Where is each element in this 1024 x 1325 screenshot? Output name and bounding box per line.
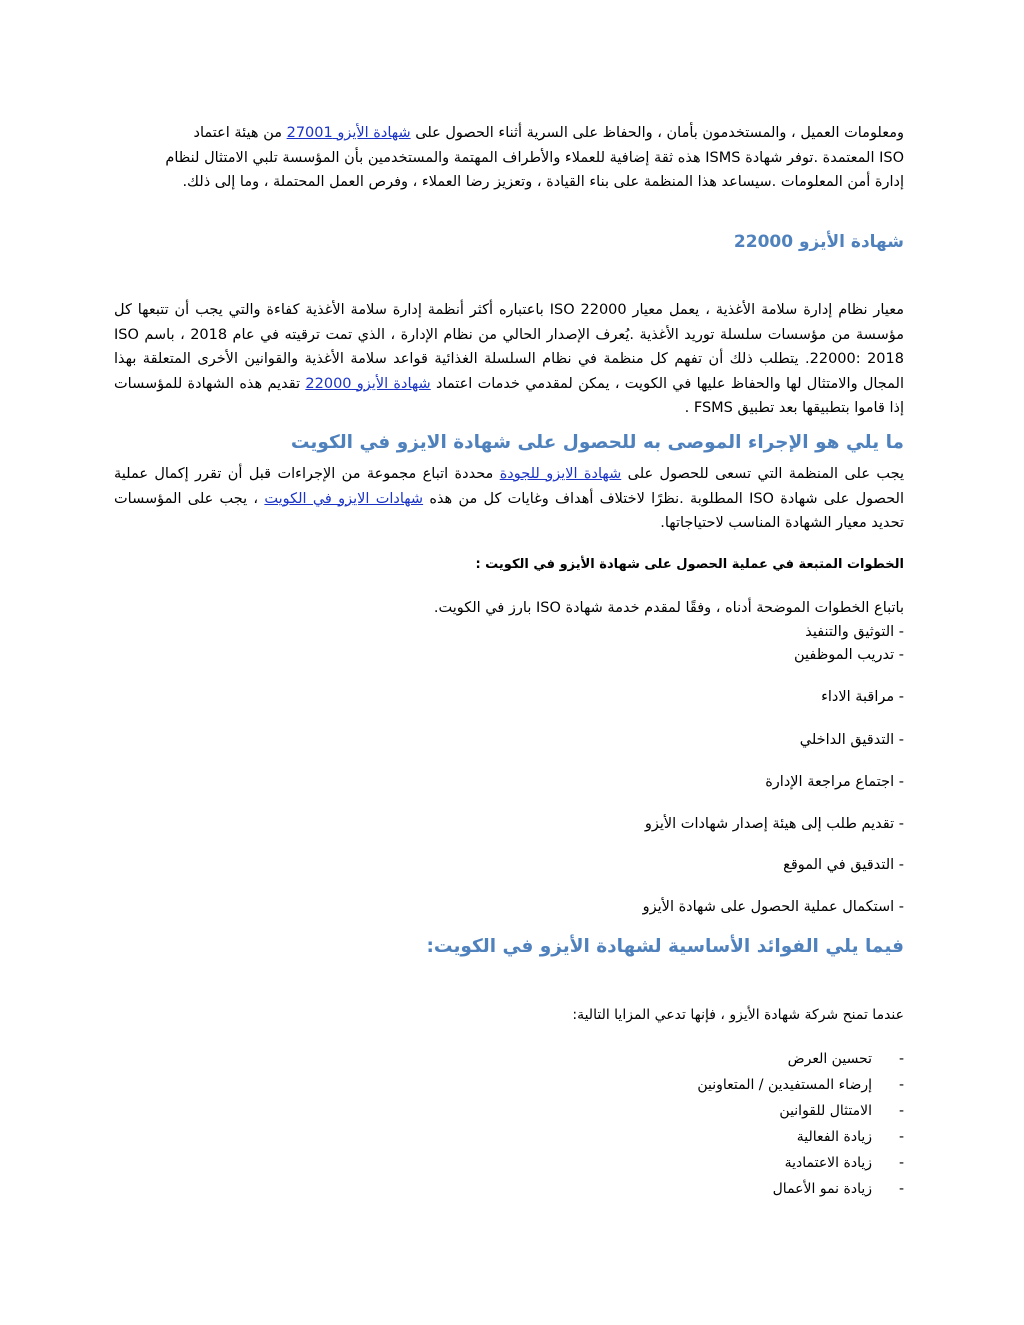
steps-intro: باتباع الخطوات الموضحة أدناه ، وفقًا لمقدم خدمة شهادة ISO بارز في الكويت.: [433, 600, 904, 616]
list-item: -زيادة الفعالية: [697, 1124, 904, 1150]
iso-22000-heading: شهادة الأيزو 22000: [733, 232, 904, 252]
dash-bullet: -: [898, 1129, 904, 1145]
step-item: - تقديم طلب إلى هيئة إصدار شهادات الأيزو: [644, 816, 904, 832]
list-item: -زيادة نمو الأعمال: [697, 1176, 904, 1202]
dash-bullet: -: [898, 1051, 904, 1067]
dash-bullet: -: [898, 1077, 904, 1093]
benefits-intro: عندما تمنح شركة شهادة الأيزو ، فإنها تدعي المزايا التالية:: [572, 1007, 904, 1023]
iso-kuwait-link[interactable]: شهادات الايزو في الكويت: [264, 490, 424, 507]
intro-paragraph: [114, 121, 904, 195]
dash-bullet: -: [898, 1155, 904, 1171]
steps-heading: الخطوات المتبعة في عملية الحصول على شهادة الأيزو في الكويت :: [475, 557, 904, 572]
benefits-heading: فيما يلي الفوائد الأساسية لشهادة الأيزو في الكويت:: [426, 936, 904, 957]
dash-bullet: -: [898, 1181, 904, 1197]
iso-27001-link[interactable]: شهادة الأيزو 27001: [286, 125, 411, 141]
iso-22000-link[interactable]: شهادة الأيزو 22000: [305, 375, 431, 392]
benefits-list: [697, 1046, 904, 1202]
iso-22000-paragraph: معيار نظام إدارة سلامة الأغذية ، يعمل معيار ISO 22000 باعتباره أكثر أنظمة إدارة سلامة الأغذية كفاءة والتي يجب أن تتبعها كل مؤسسة من مؤسسات سلسلة توريد الأغذية .يُعرف الإصدار الحالي من نظام الإدارة ، الذي تمت ترقيته في عام 2018 ، باسم ISO 22000: 2018. يتطلب ذلك أن تفهم كل منظمة في نظام السلسلة الغذائية قواعد سلامة الأغذية والقوانين الأخرى المتعلقة بهذا المجال والامتثال لها والحفاظ عليها في الكويت ، يمكن لمقدمي خدمات اعتماد شهادة الأيزو 22000 تقديم هذه الشهادة للمؤسسات إذا قاموا بتطبيقها بعد تطبيق FSMS .: [114, 302, 904, 416]
list-item: -تحسين العرض: [697, 1046, 904, 1072]
intro-line-1: ومعلومات العميل ، والمستخدمون بأمان ، والحفاظ على السرية أثناء الحصول على شهادة الأيزو 27001 من هيئة اعتماد: [193, 125, 904, 141]
list-item: -إرضاء المستفيدين / المتعاونين: [697, 1072, 904, 1098]
step-item: - استكمال عملية الحصول على شهادة الأيزو: [642, 899, 904, 915]
step-item: - اجتماع مراجعة الإدارة: [765, 774, 904, 790]
procedure-heading: ما يلي هو الإجراء الموصى به للحصول على شهادة الايزو في الكويت: [290, 432, 904, 453]
list-item: -زيادة الاعتمادية: [697, 1150, 904, 1176]
dash-bullet: -: [898, 1103, 904, 1119]
step-item: - تدريب الموظفين: [794, 647, 904, 663]
procedure-paragraph: يجب على المنظمة التي تسعى للحصول على شهادة الايزو للجودة محددة اتباع مجموعة من الإجراءات قبل أن تقرر إكمال عملية الحصول على شهادة ISO المطلوبة .نظرًا لاختلاف أهداف وغايات كل من هذه شهادات الايزو في الكويت ، يجب على المؤسسات تحديد معيار الشهادة المناسب لاحتياجاتها.: [114, 466, 905, 531]
intro-line-3: إدارة أمن المعلومات .سيساعد هذا المنظمة على بناء القيادة ، وتعزيز رضا العملاء ، وفرص العمل المحتملة ، وما إلى ذلك.: [182, 174, 904, 190]
list-item: -الامتثال للقوانين: [697, 1098, 904, 1124]
intro-line-2: ISO المعتمدة .توفر شهادة ISMS هذه ثقة إضافية للعملاء والأطراف المهتمة والمستخدمين بأن المؤسسة تلبي الامتثال لنظام: [165, 149, 904, 166]
iso-quality-link[interactable]: شهادة الايزو للجودة: [499, 466, 622, 482]
step-item: - التوثيق والتنفيذ: [805, 624, 904, 640]
step-item: - التدقيق الداخلي: [799, 732, 904, 748]
step-item: - مراقبة الاداء: [821, 689, 904, 705]
step-item: - التدقيق في الموقع: [783, 857, 904, 873]
